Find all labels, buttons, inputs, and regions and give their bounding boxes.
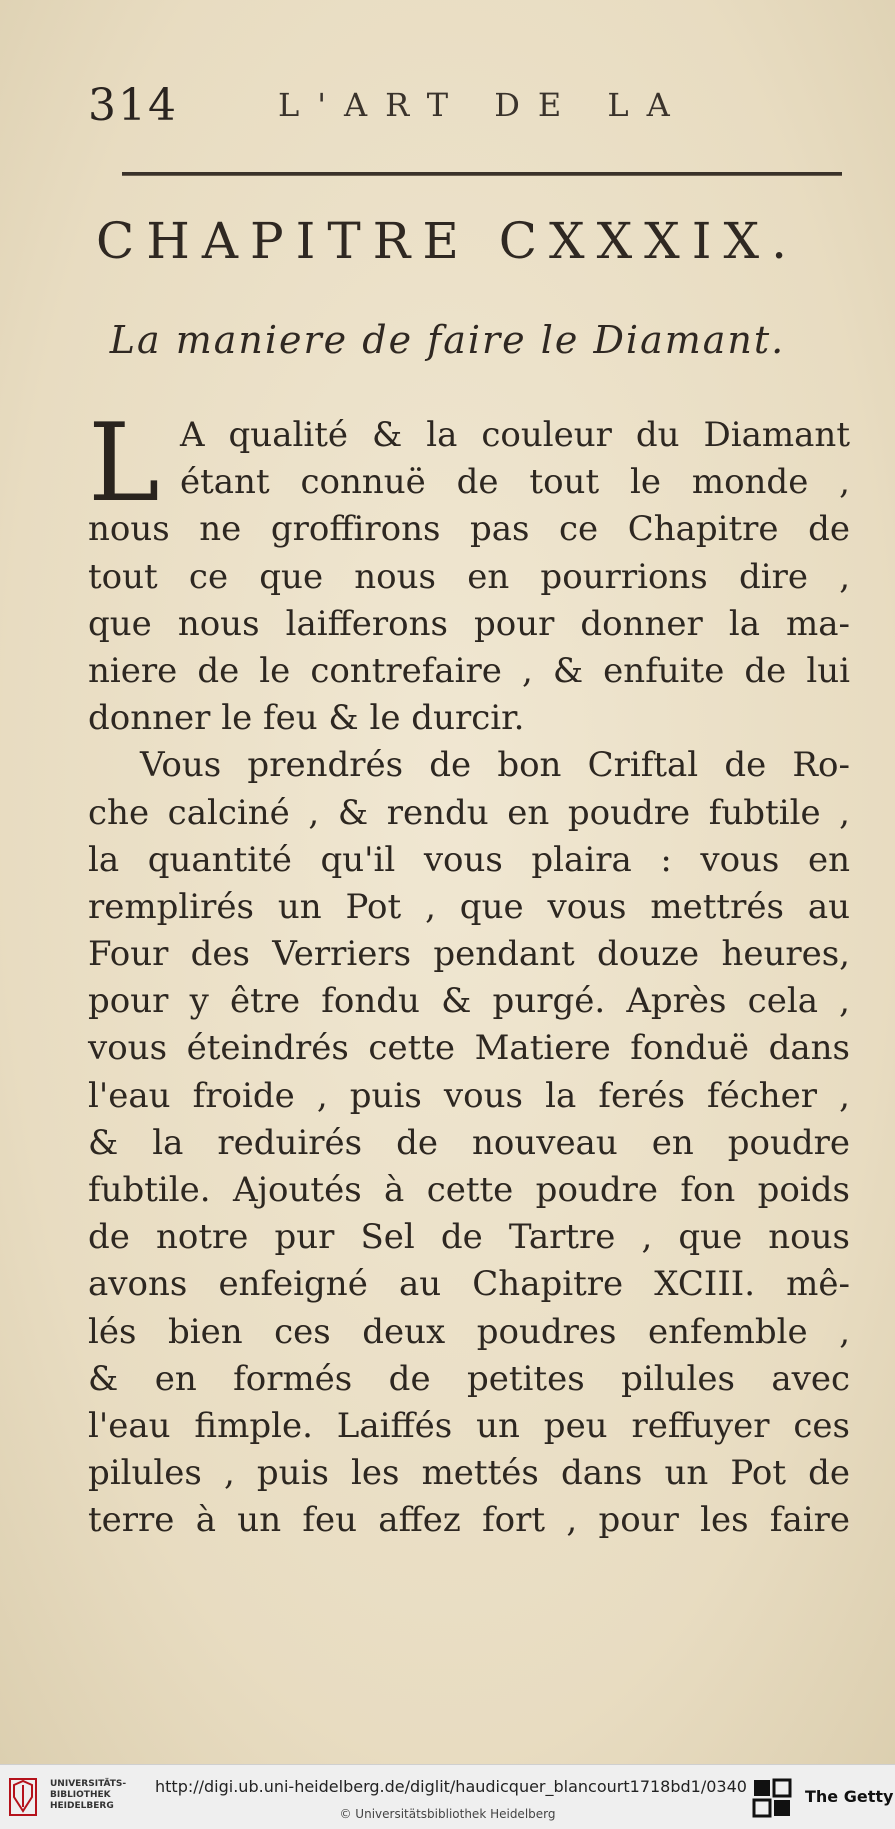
text-line: Vous prendrés de bon Criftal de Ro- bbox=[140, 745, 850, 786]
chapter-subtitle: La maniere de faire le Diamant. bbox=[109, 318, 786, 362]
text-line: terre à un feu affez fort , pour les faire bbox=[88, 1500, 850, 1541]
text-line: l'eau froide , puis vous la ferés fécher , bbox=[88, 1075, 850, 1116]
copyright-notice: © Universitätsbibliothek Heidelberg bbox=[339, 1807, 556, 1821]
text-line: pour y être fondu & purgé. Après cela , bbox=[88, 981, 850, 1022]
getty-label: The Getty bbox=[805, 1787, 894, 1806]
text-line: pilules , puis les mettés dans un Pot de bbox=[88, 1453, 850, 1494]
drop-cap: L bbox=[88, 401, 160, 526]
text-line: donner le feu & le durcir. bbox=[88, 698, 525, 739]
text-line: la quantité qu'il vous plaira : vous en bbox=[88, 839, 850, 880]
text-line: vous éteindrés cette Matiere fonduë dans bbox=[88, 1028, 850, 1069]
text-line: & en formés de petites pilules avec bbox=[88, 1358, 850, 1399]
text-line: l'eau fimple. Laiffés un peu reffuyer ces bbox=[88, 1405, 850, 1446]
text-line: che calciné , & rendu en poudre fubtile , bbox=[88, 792, 850, 833]
text-line: & la reduirés de nouveau en poudre bbox=[88, 1122, 850, 1163]
running-title: L'ART DE LA bbox=[278, 86, 688, 124]
text-line: lés bien ces deux poudres enfemble , bbox=[88, 1311, 850, 1352]
header-rule bbox=[122, 172, 842, 176]
text-line: de notre pur Sel de Tartre , que nous bbox=[88, 1217, 850, 1258]
library-name-text: UNIVERSITÄTS- BIBLIOTHEK HEIDELBERG bbox=[50, 1779, 127, 1811]
text-line: étant connuë de tout le monde , bbox=[180, 462, 850, 503]
text-line: nous ne groffirons pas ce Chapitre de bbox=[88, 509, 850, 550]
permalink-url[interactable]: http://digi.ub.uni-heidelberg.de/diglit/haudicquer_blancourt1718bd1/0340 bbox=[155, 1777, 747, 1796]
text-line: tout ce que nous en pourrions dire , bbox=[88, 556, 850, 597]
text-line: fubtile. Ajoutés à cette poudre fon poids bbox=[88, 1170, 850, 1210]
running-head bbox=[88, 80, 835, 140]
chapter-title: CHAPITRE CXXXIX. bbox=[95, 212, 800, 270]
page-number: 314 bbox=[88, 80, 178, 131]
text-line: niere de le contrefaire , & enfuite de lui bbox=[88, 650, 850, 691]
getty-logo-icon[interactable] bbox=[752, 1778, 792, 1818]
viewer-footer bbox=[0, 1764, 895, 1829]
text-line: remplirés un Pot , que vous mettrés au bbox=[88, 886, 850, 927]
body-text bbox=[88, 401, 850, 1545]
text-line: avons enfeigné au Chapitre XCIII. mê- bbox=[88, 1264, 850, 1305]
text-line: Four des Verriers pendant douze heures, bbox=[88, 934, 850, 975]
text-line: que nous laifferons pour donner la ma- bbox=[88, 603, 850, 644]
text-line: A qualité & la couleur du Diamant bbox=[180, 415, 850, 455]
